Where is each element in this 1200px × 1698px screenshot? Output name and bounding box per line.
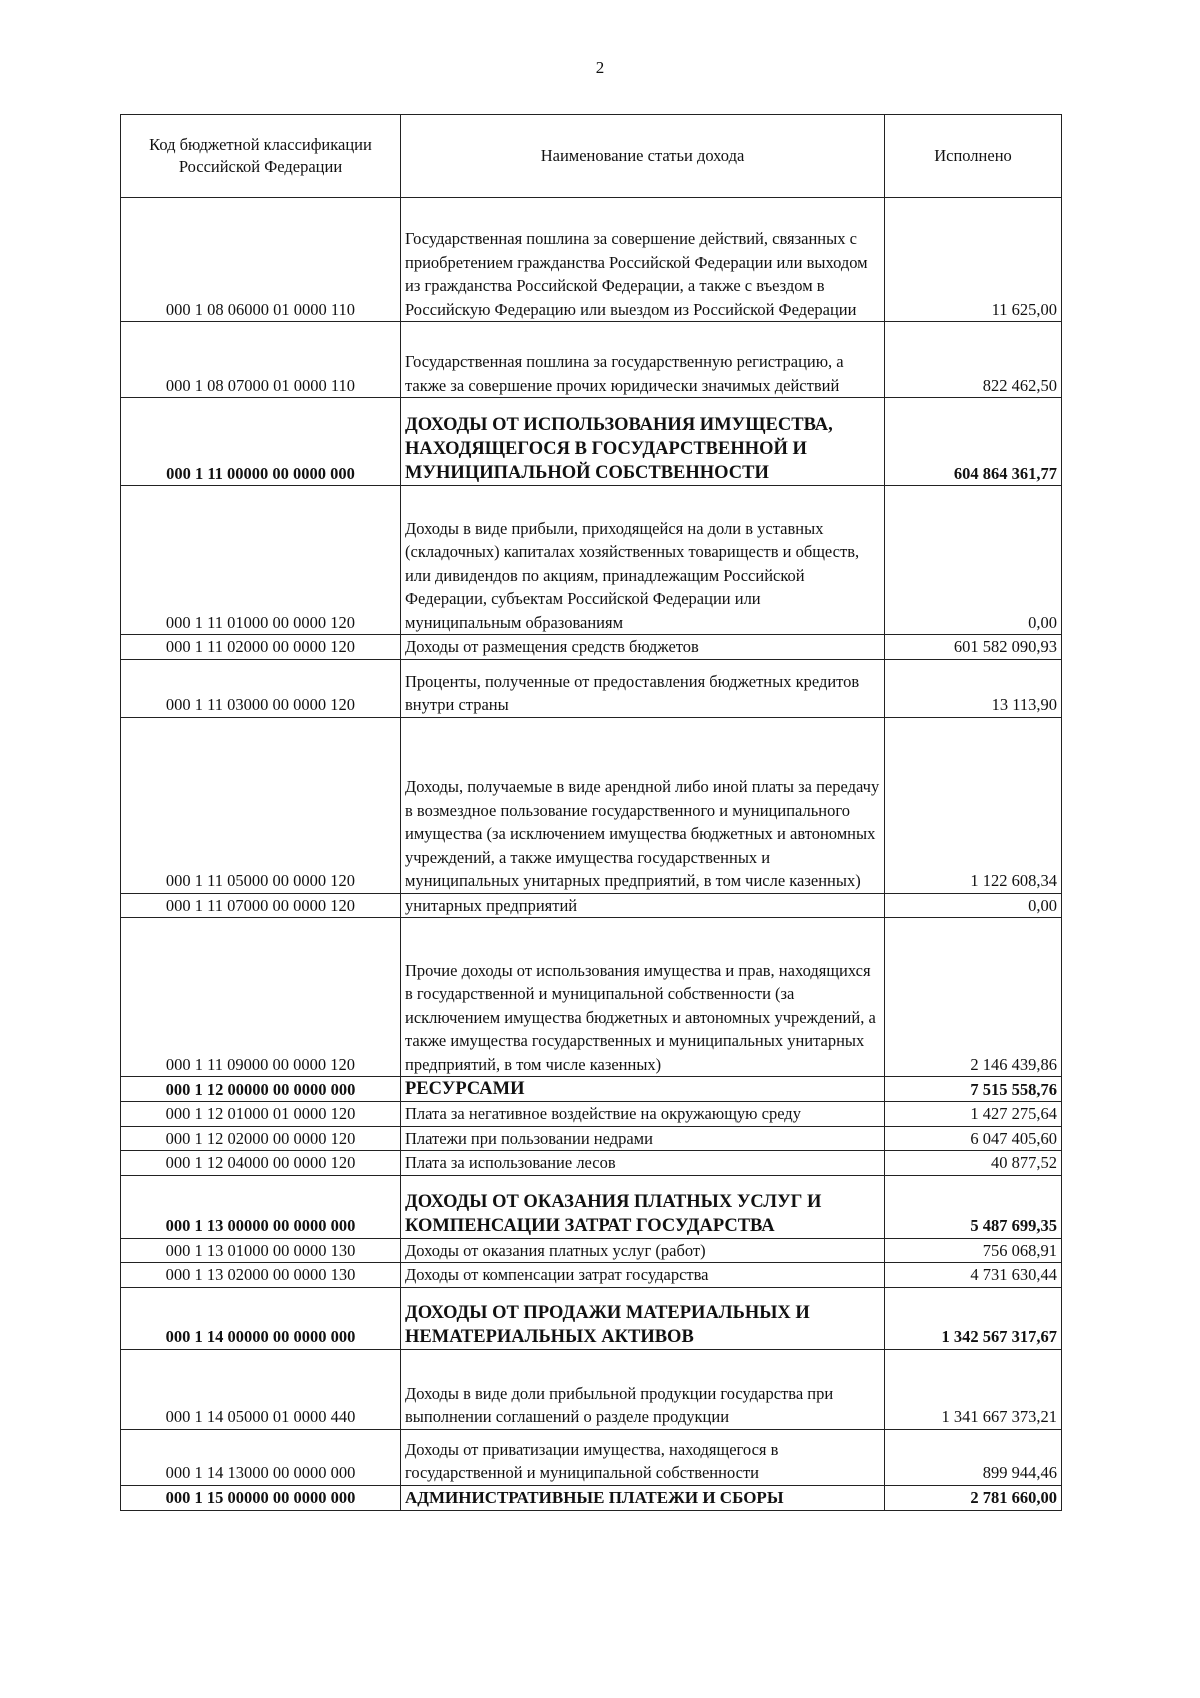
row-name: унитарных предприятий	[401, 893, 885, 918]
row-code: 000 1 13 00000 00 0000 000	[121, 1175, 401, 1238]
row-name: Государственная пошлина за государственную регистрацию, а также за совершение прочих юридически значимых действий	[401, 322, 885, 398]
row-code: 000 1 11 09000 00 0000 120	[121, 918, 401, 1077]
row-code: 000 1 08 07000 01 0000 110	[121, 322, 401, 398]
row-code: 000 1 12 02000 00 0000 120	[121, 1126, 401, 1151]
row-amount: 604 864 361,77	[885, 398, 1062, 486]
row-code: 000 1 11 03000 00 0000 120	[121, 659, 401, 717]
table-row	[121, 1238, 1062, 1263]
row-amount: 40 877,52	[885, 1151, 1062, 1176]
table-row	[121, 1102, 1062, 1127]
table-row	[121, 198, 1062, 322]
row-code: 000 1 11 01000 00 0000 120	[121, 486, 401, 635]
table-row	[121, 1175, 1062, 1238]
row-amount: 0,00	[885, 486, 1062, 635]
row-code: 000 1 13 01000 00 0000 130	[121, 1238, 401, 1263]
row-name: Проценты, полученные от предоставления бюджетных кредитов внутри страны	[401, 659, 885, 717]
row-amount: 7 515 558,76	[885, 1077, 1062, 1102]
table-row	[121, 1263, 1062, 1288]
row-name: Плата за использование лесов	[401, 1151, 885, 1176]
row-name: Прочие доходы от использования имущества и прав, находящихся в государственной и муниципальной собственности (за исключением имущества бюджетных и автономных учреждений, а также имущества государственных и муниципальных унитарных предприятий, в том числе казенных)	[401, 918, 885, 1077]
table-row	[121, 893, 1062, 918]
table-row	[121, 1126, 1062, 1151]
row-amount: 899 944,46	[885, 1429, 1062, 1485]
row-amount: 0,00	[885, 893, 1062, 918]
table-row	[121, 1077, 1062, 1102]
row-code: 000 1 12 04000 00 0000 120	[121, 1151, 401, 1176]
row-name: ДОХОДЫ ОТ ОКАЗАНИЯ ПЛАТНЫХ УСЛУГ И КОМПЕНСАЦИИ ЗАТРАТ ГОСУДАРСТВА	[401, 1175, 885, 1238]
row-code: 000 1 11 05000 00 0000 120	[121, 717, 401, 893]
row-amount: 13 113,90	[885, 659, 1062, 717]
row-code: 000 1 12 00000 00 0000 000	[121, 1077, 401, 1102]
row-name: Доходы в виде доли прибыльной продукции государства при выполнении соглашений о разделе продукции	[401, 1349, 885, 1429]
table-row	[121, 659, 1062, 717]
table-header-row	[121, 115, 1062, 198]
header-amount: Исполнено	[885, 115, 1062, 198]
row-name: АДМИНИСТРАТИВНЫЕ ПЛАТЕЖИ И СБОРЫ	[401, 1485, 885, 1510]
row-code: 000 1 12 01000 01 0000 120	[121, 1102, 401, 1127]
table-row	[121, 1151, 1062, 1176]
table-row	[121, 918, 1062, 1077]
row-name: Доходы от оказания платных услуг (работ)	[401, 1238, 885, 1263]
row-name: ДОХОДЫ ОТ ИСПОЛЬЗОВАНИЯ ИМУЩЕСТВА, НАХОДЯЩЕГОСЯ В ГОСУДАРСТВЕННОЙ И МУНИЦИПАЛЬНОЙ СОБСТВЕННОСТИ	[401, 398, 885, 486]
row-name: Доходы от компенсации затрат государства	[401, 1263, 885, 1288]
row-amount: 6 047 405,60	[885, 1126, 1062, 1151]
row-name: Доходы от размещения средств бюджетов	[401, 635, 885, 660]
page-number: 2	[595, 58, 605, 77]
row-name: Государственная пошлина за совершение действий, связанных с приобретением гражданства Российской Федерации или выходом из гражданства Российской Федерации, а также с въездом в Российскую Федерацию или выездом из Российской Федерации	[401, 198, 885, 322]
row-code: 000 1 14 00000 00 0000 000	[121, 1287, 401, 1349]
row-name: Доходы в виде прибыли, приходящейся на доли в уставных (складочных) капиталах хозяйственных товариществ и обществ, или дивидендов по акциям, принадлежащим Российской Федерации, субъектам Российской Федерации или муниципальным образованиям	[401, 486, 885, 635]
row-name: Доходы, получаемые в виде арендной либо иной платы за передачу в возмездное пользование государственного и муниципального имущества (за исключением имущества бюджетных и автономных учреждений, а также имущества государственных и муниципальных унитарных предприятий, в том числе казенных)	[401, 717, 885, 893]
table-row	[121, 486, 1062, 635]
row-name: РЕСУРСАМИ	[401, 1077, 885, 1102]
row-amount: 11 625,00	[885, 198, 1062, 322]
table-row	[121, 1349, 1062, 1429]
row-name: Платежи при пользовании недрами	[401, 1126, 885, 1151]
row-code: 000 1 11 00000 00 0000 000	[121, 398, 401, 486]
row-code: 000 1 11 07000 00 0000 120	[121, 893, 401, 918]
row-amount: 2 781 660,00	[885, 1485, 1062, 1510]
row-amount: 756 068,91	[885, 1238, 1062, 1263]
row-code: 000 1 08 06000 01 0000 110	[121, 198, 401, 322]
row-amount: 1 341 667 373,21	[885, 1349, 1062, 1429]
table-row	[121, 635, 1062, 660]
row-amount: 4 731 630,44	[885, 1263, 1062, 1288]
row-amount: 5 487 699,35	[885, 1175, 1062, 1238]
table-row	[121, 322, 1062, 398]
row-code: 000 1 13 02000 00 0000 130	[121, 1263, 401, 1288]
row-name: ДОХОДЫ ОТ ПРОДАЖИ МАТЕРИАЛЬНЫХ И НЕМАТЕРИАЛЬНЫХ АКТИВОВ	[401, 1287, 885, 1349]
revenue-table	[120, 114, 1062, 1511]
row-amount: 601 582 090,93	[885, 635, 1062, 660]
row-code: 000 1 14 05000 01 0000 440	[121, 1349, 401, 1429]
table-row	[121, 1485, 1062, 1510]
table-row	[121, 1429, 1062, 1485]
header-code: Код бюджетной классификации Российской Федерации	[121, 115, 401, 198]
header-name: Наименование статьи дохода	[401, 115, 885, 198]
row-name: Плата за негативное воздействие на окружающую среду	[401, 1102, 885, 1127]
row-amount: 1 122 608,34	[885, 717, 1062, 893]
row-amount: 1 342 567 317,67	[885, 1287, 1062, 1349]
row-name: Доходы от приватизации имущества, находящегося в государственной и муниципальной собственности	[401, 1429, 885, 1485]
row-amount: 1 427 275,64	[885, 1102, 1062, 1127]
table-row	[121, 398, 1062, 486]
row-code: 000 1 11 02000 00 0000 120	[121, 635, 401, 660]
row-code: 000 1 14 13000 00 0000 000	[121, 1429, 401, 1485]
table-row	[121, 717, 1062, 893]
table-row	[121, 1287, 1062, 1349]
row-code: 000 1 15 00000 00 0000 000	[121, 1485, 401, 1510]
row-amount: 2 146 439,86	[885, 918, 1062, 1077]
row-amount: 822 462,50	[885, 322, 1062, 398]
